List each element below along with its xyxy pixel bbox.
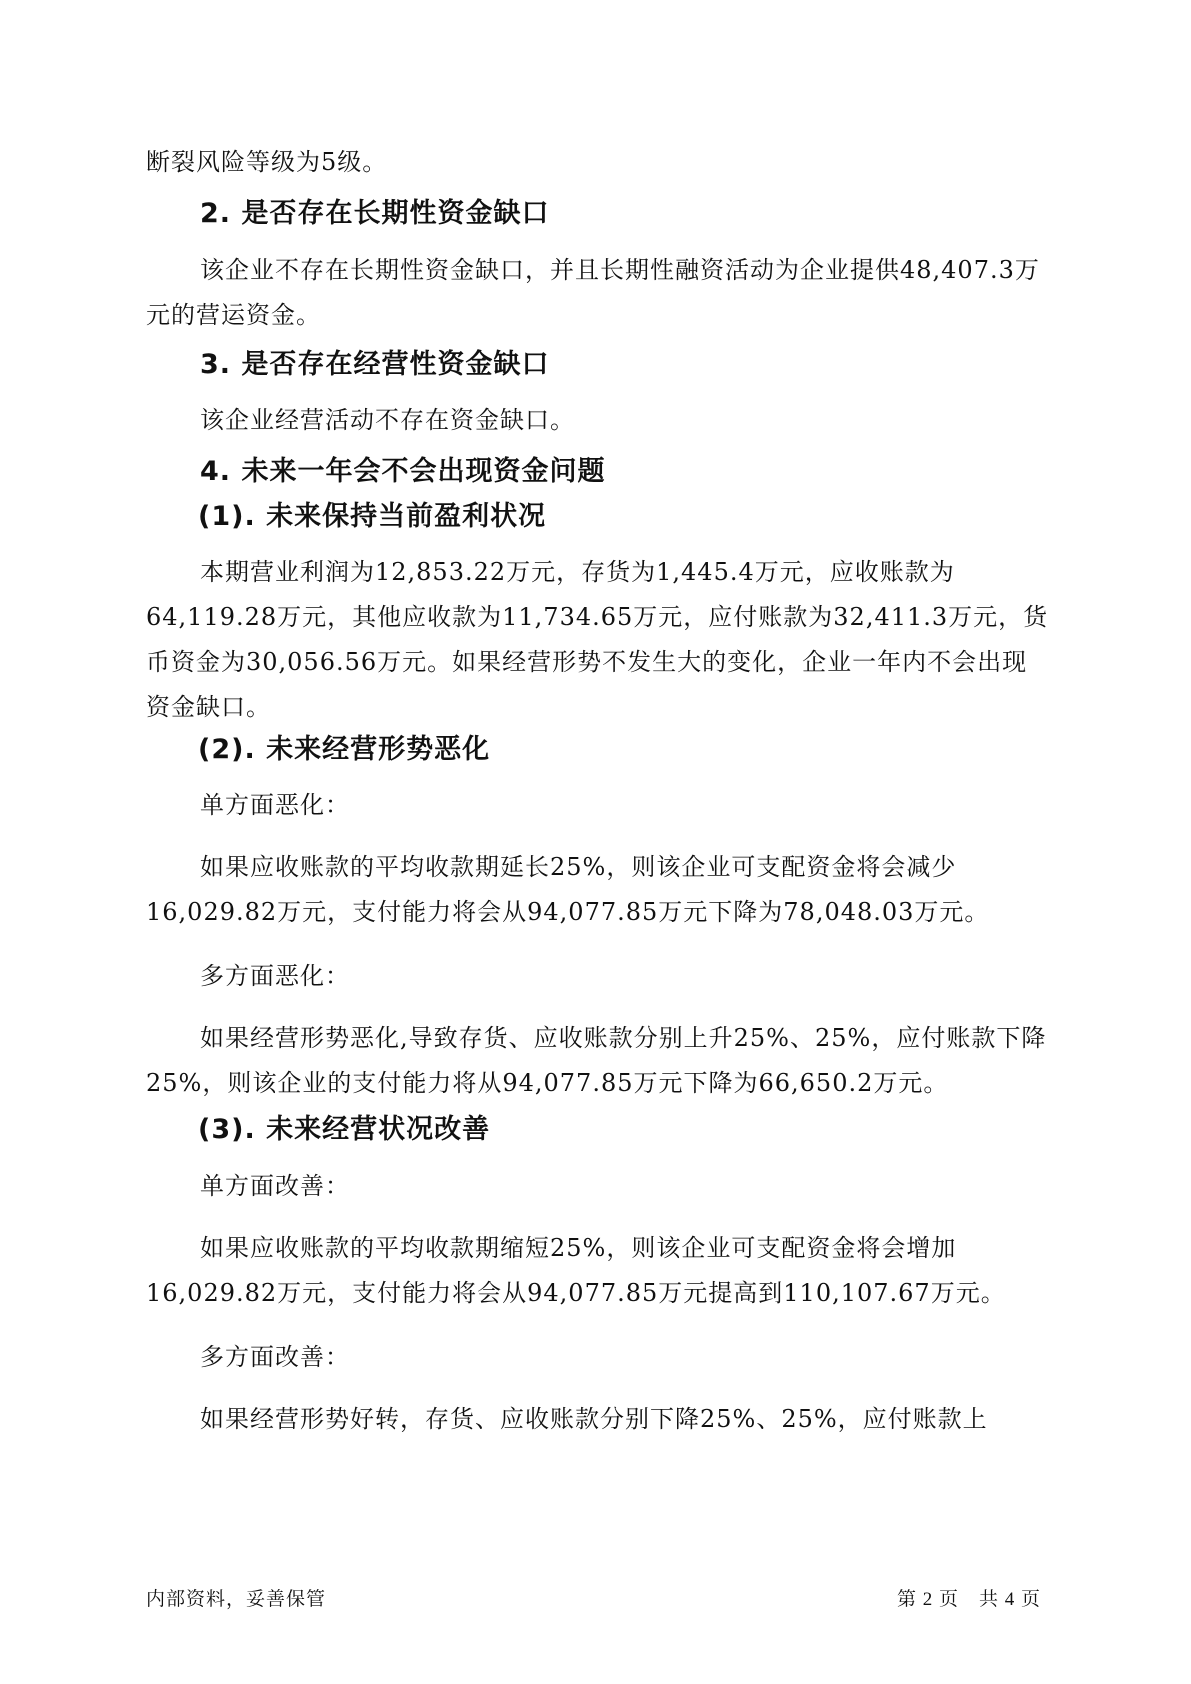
paragraph-long-term-gap: 该企业不存在长期性资金缺口，并且长期性融资活动为企业提供48,407.3万元的营运资金。 [146,256,1040,329]
label-multi-improvement: 多方面改善： [200,1343,350,1371]
heading-long-term-gap: 2. 是否存在长期性资金缺口 [200,198,550,229]
paragraph-single-deterioration: 如果应收账款的平均收款期延长25%，则该企业可支配资金将会减少16,029.82万元，支付能力将会从94,077.85万元下降为78,048.03万元。 [146,853,990,926]
label-multi-deterioration: 多方面恶化： [200,962,350,990]
subheading-current-profit: (1). 未来保持当前盈利状况 [198,501,547,532]
paragraph-multi-improvement: 如果经营形势好转，存货、应收账款分别下降25%、25%，应付账款上 [200,1405,988,1433]
paragraph-current-profit: 本期营业利润为12,853.22万元，存货为1,445.4万元，应收账款为64,119.28万元，其他应收款为11,734.65万元，应付账款为32,411.3万元，货币资金为30,056.56万元。如果经营形势不发生大的变化，企业一年内不会出现资金缺口。 [146,558,1049,721]
subheading-improvement: (3). 未来经营状况改善 [198,1114,491,1145]
heading-operating-gap: 3. 是否存在经营性资金缺口 [200,349,550,380]
footer-confidential-note: 内部资料，妥善保管 [146,1589,327,1610]
subheading-deterioration: (2). 未来经营形势恶化 [198,734,491,765]
footer-page-number: 第 2 页 共 4 页 [896,1589,1041,1610]
paragraph-operating-gap: 该企业经营活动不存在资金缺口。 [200,406,575,434]
label-single-deterioration: 单方面恶化： [200,791,350,819]
heading-next-year: 4. 未来一年会不会出现资金问题 [200,456,606,487]
label-single-improvement: 单方面改善： [200,1172,350,1200]
paragraph-continuation: 断裂风险等级为5级。 [146,148,388,176]
paragraph-single-improvement: 如果应收账款的平均收款期缩短25%，则该企业可支配资金将会增加16,029.82万元，支付能力将会从94,077.85万元提高到110,107.67万元。 [146,1234,1006,1307]
paragraph-multi-deterioration: 如果经营形势恶化,导致存货、应收账款分别上升25%、25%，应付账款下降25%，则该企业的支付能力将从94,077.85万元下降为66,650.2万元。 [146,1024,1047,1097]
